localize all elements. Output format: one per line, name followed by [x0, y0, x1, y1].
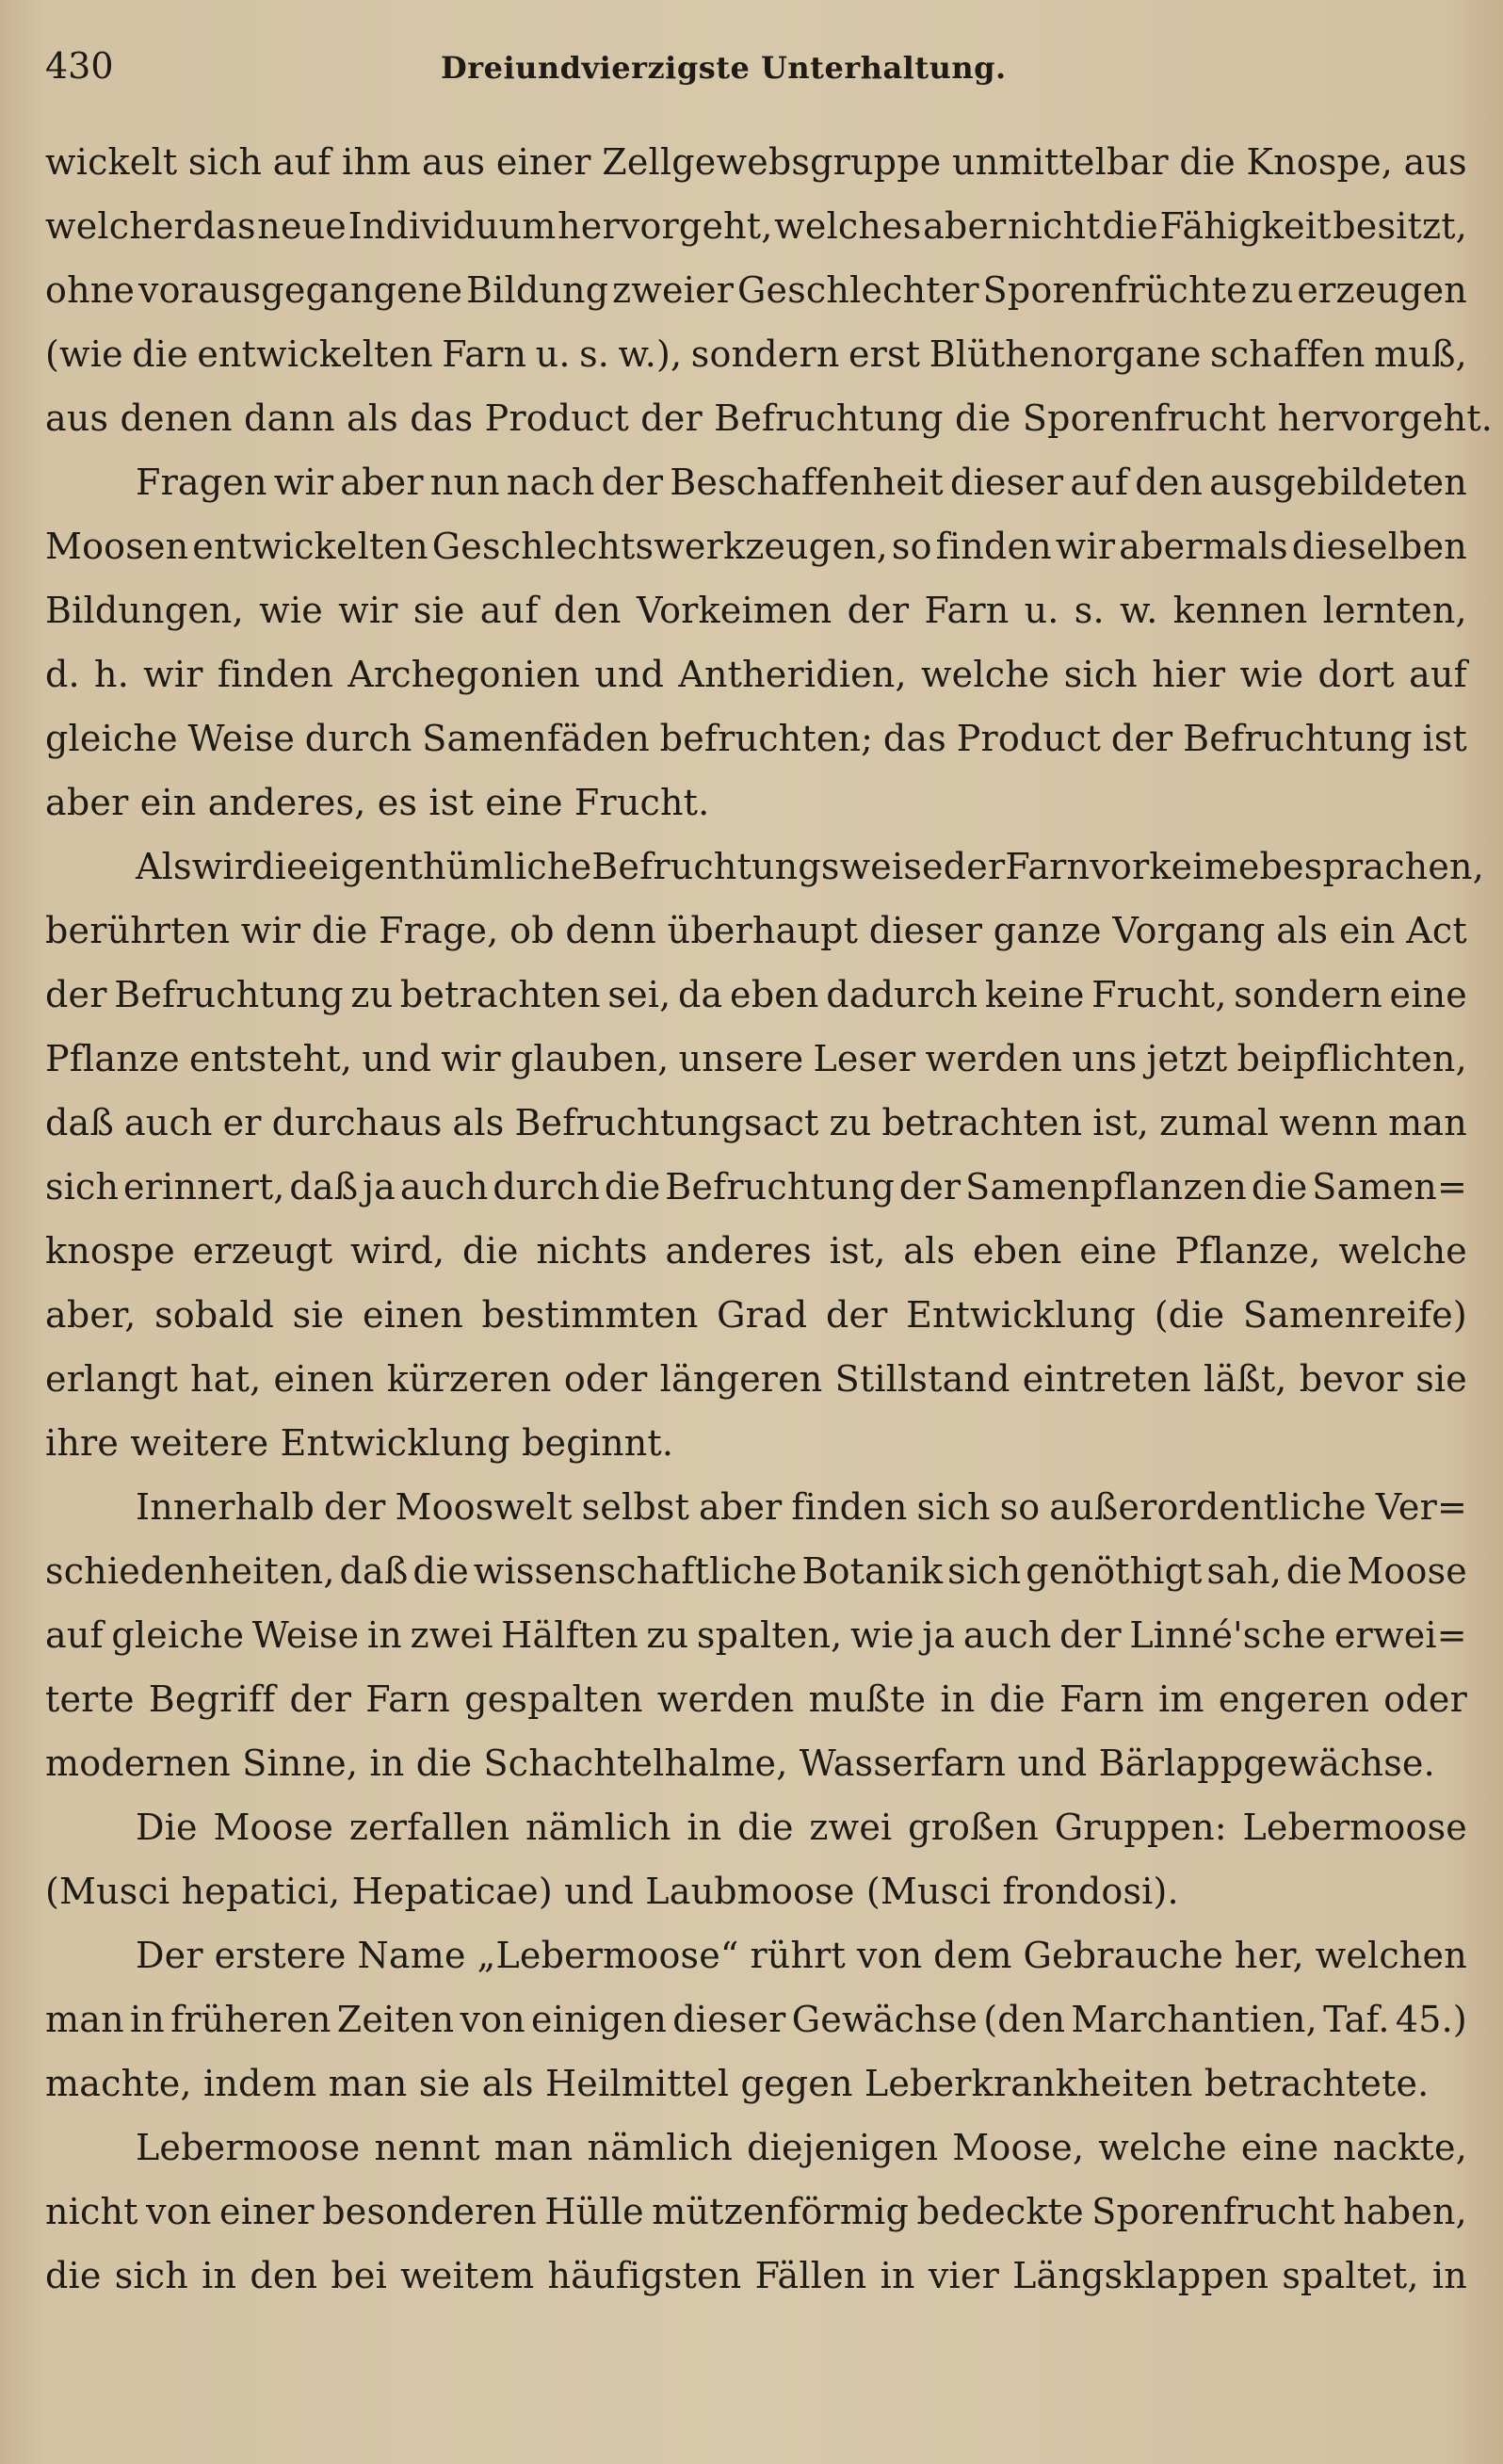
text-line: der Befruchtung zu betrachten sei, da eben dadurch keine Frucht, sondern eine [45, 974, 1467, 1015]
text-line: daß auch er durchaus als Befruchtungsact zu betrachten ist, zumal wenn man [45, 1102, 1467, 1143]
paragraph [45, 1475, 1467, 1795]
text-line: die sich in den bei weitem häufigsten Fällen in vier Längsklappen spaltet, in [45, 2255, 1467, 2296]
body-text [45, 130, 1494, 2308]
text-line: aber ein anderes, es ist eine Frucht. [45, 782, 710, 823]
text-line: (wie die entwickelten Farn u. s. w.), sondern erst Blüthenorgane schaffen muß, [45, 333, 1467, 375]
text-line: schiedenheiten, daß die wissenschaftliche Botanik sich genöthigt sah, die Moose [45, 1550, 1467, 1592]
page-number: 430 [45, 45, 114, 87]
text-line: berührten wir die Frage, ob denn überhaupt dieser ganze Vorgang als ein Act [45, 910, 1467, 951]
text-line: sich erinnert, daß ja auch durch die Befruchtung der Samenpflanzen die Samen= [45, 1166, 1467, 1208]
text-line: welcher das neue Individuum hervorgeht, welches aber nicht die Fähigkeit besitzt, [45, 205, 1467, 247]
text-line: ohne vorausgegangene Bildung zweier Geschlechter Sporenfrüchte zu erzeugen [45, 269, 1467, 311]
text-line: Innerhalb der Mooswelt selbst aber finden sich so außerordentliche Ver= [136, 1486, 1467, 1528]
text-line: ihre weitere Entwicklung beginnt. [45, 1422, 674, 1464]
text-line: knospe erzeugt wird, die nichts anderes ist, als eben eine Pflanze, welche [45, 1230, 1467, 1272]
paragraph [45, 2115, 1467, 2308]
text-line: Moosen entwickelten Geschlechtswerkzeugen, so finden wir abermals dieselben [45, 526, 1467, 567]
paragraph [45, 130, 1494, 450]
text-line: Fragen wir aber nun nach der Beschaffenheit dieser auf den ausgebildeten [136, 462, 1467, 503]
paragraph [45, 450, 1467, 835]
paragraph [45, 835, 1484, 1475]
text-line: wickelt sich auf ihm aus einer Zellgewebsgruppe unmittelbar die Knospe, aus [45, 141, 1467, 183]
text-line: Der erstere Name „Lebermoose“ rührt von dem Gebrauche her, welchen [136, 1935, 1467, 1976]
text-line: modernen Sinne, in die Schachtelhalme, Wasserfarn und Bärlappgewächse. [45, 1743, 1435, 1784]
text-line: gleiche Weise durch Samenfäden befruchten; das Product der Befruchtung ist [45, 718, 1467, 759]
text-line: terte Begriff der Farn gespalten werden mußte in die Farn im engeren oder [45, 1678, 1467, 1720]
text-line: man in früheren Zeiten von einigen dieser Gewächse (den Marchantien, Taf. 45.) [45, 1999, 1467, 2040]
text-line: Als wir die eigenthümliche Befruchtungsweise der Farnvorkeime besprachen, [136, 846, 1484, 887]
text-line: (Musci hepatici, Hepaticae) und Laubmoose (Musci frondosi). [45, 1871, 1179, 1912]
text-line: erlangt hat, einen kürzeren oder längeren Stillstand eintreten läßt, bevor sie [45, 1358, 1467, 1400]
page-header [45, 45, 1467, 98]
paragraph [45, 1795, 1467, 1923]
text-line: Lebermoose nennt man nämlich diejenigen Moose, welche eine nackte, [136, 2127, 1467, 2168]
text-line: aber, sobald sie einen bestimmten Grad der Entwicklung (die Samenreife) [45, 1294, 1467, 1336]
text-line: nicht von einer besonderen Hülle mützenförmig bedeckte Sporenfrucht haben, [45, 2191, 1467, 2232]
text-line: d. h. wir finden Archegonien und Antheridien, welche sich hier wie dort auf [45, 654, 1467, 695]
text-line: machte, indem man sie als Heilmittel gegen Leberkrankheiten betrachtete. [45, 2063, 1430, 2104]
text-line: auf gleiche Weise in zwei Hälften zu spalten, wie ja auch der Linné'sche erwei= [45, 1614, 1467, 1656]
text-line: Die Moose zerfallen nämlich in die zwei großen Gruppen: Lebermoose [136, 1807, 1467, 1848]
text-line: Bildungen, wie wir sie auf den Vorkeimen der Farn u. s. w. kennen lernten, [45, 590, 1467, 631]
text-line: aus denen dann als das Product der Befruchtung die Sporenfrucht hervorgeht. [45, 397, 1494, 439]
running-title: Dreiundvierzigste Unterhaltung. [441, 50, 1007, 86]
paragraph [45, 1923, 1467, 2115]
text-line: Pflanze entsteht, und wir glauben, unsere Leser werden uns jetzt beipflichten, [45, 1038, 1467, 1079]
